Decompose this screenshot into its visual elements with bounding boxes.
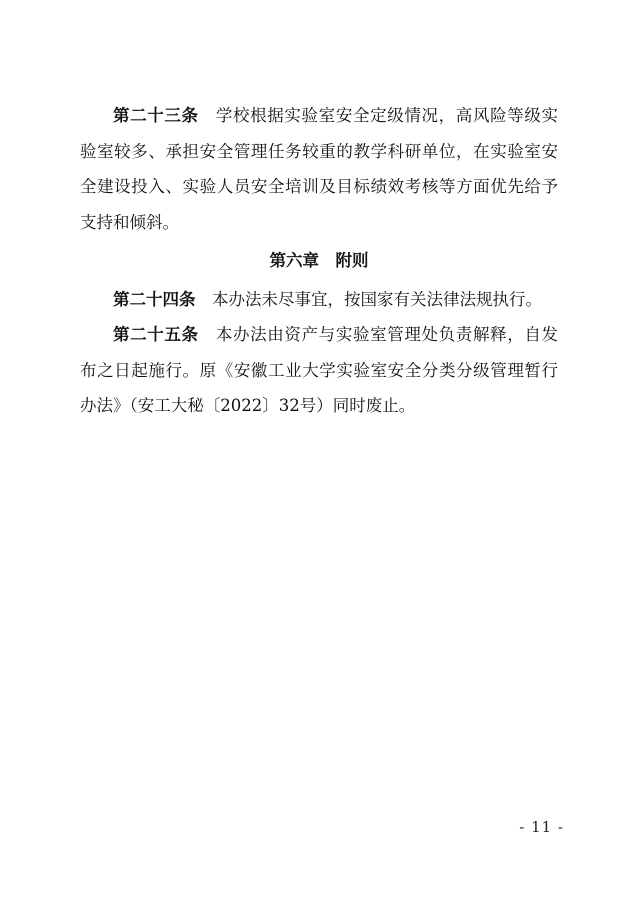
chapter-heading — [80, 243, 558, 279]
article-text: 本办法未尽事宜，按国家有关法律法规执行。 — [212, 289, 542, 309]
article-23 — [80, 98, 558, 240]
page-number: - 11 - — [519, 818, 564, 836]
article-text: 本办法由资产与实验室管理处负责解释，自发布之日起施行。原《安徽工业大学实验室安全分类分级管理暂行办法》（安工大秘〔2022〕32号）同时废止。 — [80, 325, 559, 415]
article-heading: 第二十五条 — [113, 325, 199, 344]
article-heading: 第二十三条 — [113, 106, 199, 125]
document-body — [80, 98, 558, 424]
chapter-number: 第六章 — [269, 251, 319, 270]
article-25 — [80, 317, 558, 424]
article-text: 学校根据实验室安全定级情况，高风险等级实验室较多、承担安全管理任务较重的教学科研单位，在实验室安全建设投入、实验人员安全培训及目标绩效考核等方面优先给予支持和倾斜。 — [80, 106, 559, 232]
article-24 — [80, 282, 558, 318]
article-heading: 第二十四条 — [113, 289, 196, 309]
chapter-title: 附则 — [335, 251, 369, 270]
